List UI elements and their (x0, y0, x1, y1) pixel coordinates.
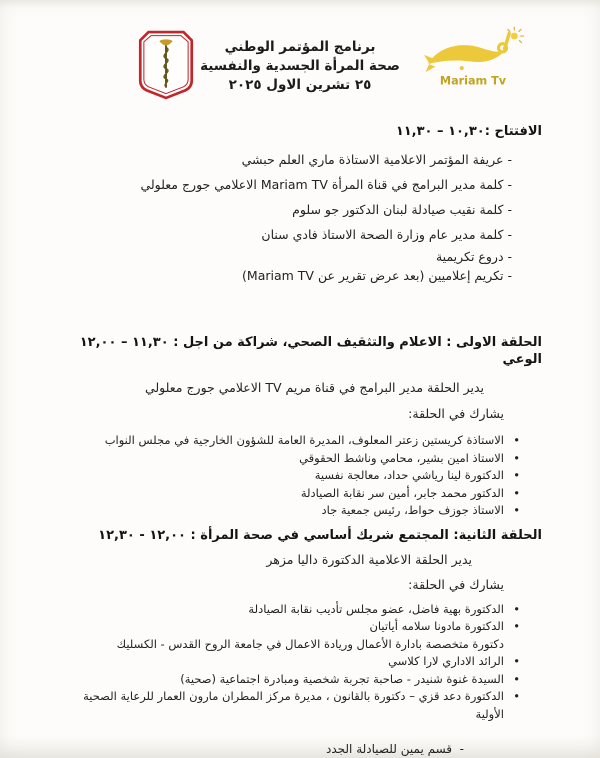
oath-item: - قسم يمين للصيادلة الجدد (58, 741, 542, 758)
opening-items-list (58, 147, 542, 285)
session1-heading (58, 334, 542, 368)
opening-title: الافتتاح (494, 124, 542, 139)
session2-moderator: يدير الحلقة الاعلامية الدكتورة داليا مزهر (266, 551, 472, 567)
list-item: • الرائد الاداري لارا كلاسي (58, 653, 520, 671)
session1-participants-label: يشارك في الحلقة: (408, 406, 504, 421)
session2-title: الحلقة الثانية: المجتمع شريك أساسي في صحة المرأة (200, 527, 542, 543)
session2-participants-label: يشارك في الحلقة: (408, 576, 504, 592)
list-item: - عريفة المؤتمر الاعلامية الاستاذة ماري العلم حبشي (58, 147, 512, 172)
list-item: • الاستاذة كريستين زعتر المعلوف، المديرة العامة للشؤون الخارجية في مجلس النواب (58, 432, 520, 450)
list-item: • الدكتورة مادونا سلامه أياتيان (58, 618, 520, 636)
conference-subject: صحة المرأة الجسدية والنفسية (200, 58, 400, 74)
participant-note: دكتورة متخصصة بادارة الأعمال وريادة الاعمال في جامعة الروح القدس - الكسليك (116, 636, 504, 651)
list-item: - تكريم إعلاميين (بعد عرض تقرير عن Mariam TV) (58, 266, 512, 285)
mariam-tv-wordmark: Mariam Tv (439, 74, 507, 88)
session1-moderator: يدير الحلقة مدير البرامج في قناة مريم TV الاعلامي جورج معلولي (144, 380, 484, 395)
document-header (0, 0, 600, 123)
session1-title: الحلقة الاولى : الاعلام والتثقيف الصحي، شراكة من اجل الوعي (182, 335, 542, 367)
mariam-tv-logo (422, 26, 524, 96)
list-item: • الدكتورة بهية فاضل، عضو مجلس تأديب نقابة الصيادلة (58, 601, 520, 619)
session1-time-range: ١١,٣٠ – ١٢,٠٠ : (79, 335, 179, 350)
list-item: • الاستاذ جوزف حواط، رئيس جمعية جاد (58, 502, 520, 520)
opening-time-range: ١٠,٣٠ – ١١,٣٠: (395, 124, 490, 139)
list-item: • الدكتورة دعد قزي – دكتورة بالقانون ، مديرة مركز المطران مارون العمار للرعاية الصحية الأولية (58, 688, 520, 723)
session2-heading (58, 527, 542, 544)
list-item: • السيدة غنوة شنيدر - صاحبة تجربة شخصية ومبادرة اجتماعية (صحية) (58, 671, 520, 689)
session1-participants-list (58, 432, 542, 520)
list-item: - كلمة مدير البرامج في قناة المرأة Mariam TV الاعلامي جورج معلولي (58, 172, 512, 197)
opening-section-heading (58, 123, 542, 140)
list-item: - دروع تكريمية (58, 247, 512, 266)
session2-participants-list (58, 601, 542, 724)
program-title: برنامج المؤتمر الوطني (224, 39, 376, 55)
list-item: • الدكتورة لينا رياشي حداد، معالجة نفسية (58, 467, 520, 485)
list-item: • الاستاذ امين بشير، محامي وناشط الحقوقي (58, 450, 520, 468)
mariam-tv-logo-icon (422, 26, 524, 92)
list-item: - كلمة نقيب صيادلة لبنان الدكتور جو سلوم (58, 197, 512, 222)
list-item: • الدكتور محمد جابر، أمين سر نقابة الصيادلة (58, 485, 520, 503)
list-item: - كلمة مدير عام وزارة الصحة الاستاذ فادي سنان (58, 222, 512, 247)
program-body (0, 123, 600, 758)
session2-time-range: ١٢,٠٠ - ١٢,٣٠ : (98, 527, 196, 543)
conference-date: ٢٥ تشرين الاول ٢٠٢٥ (228, 77, 372, 93)
